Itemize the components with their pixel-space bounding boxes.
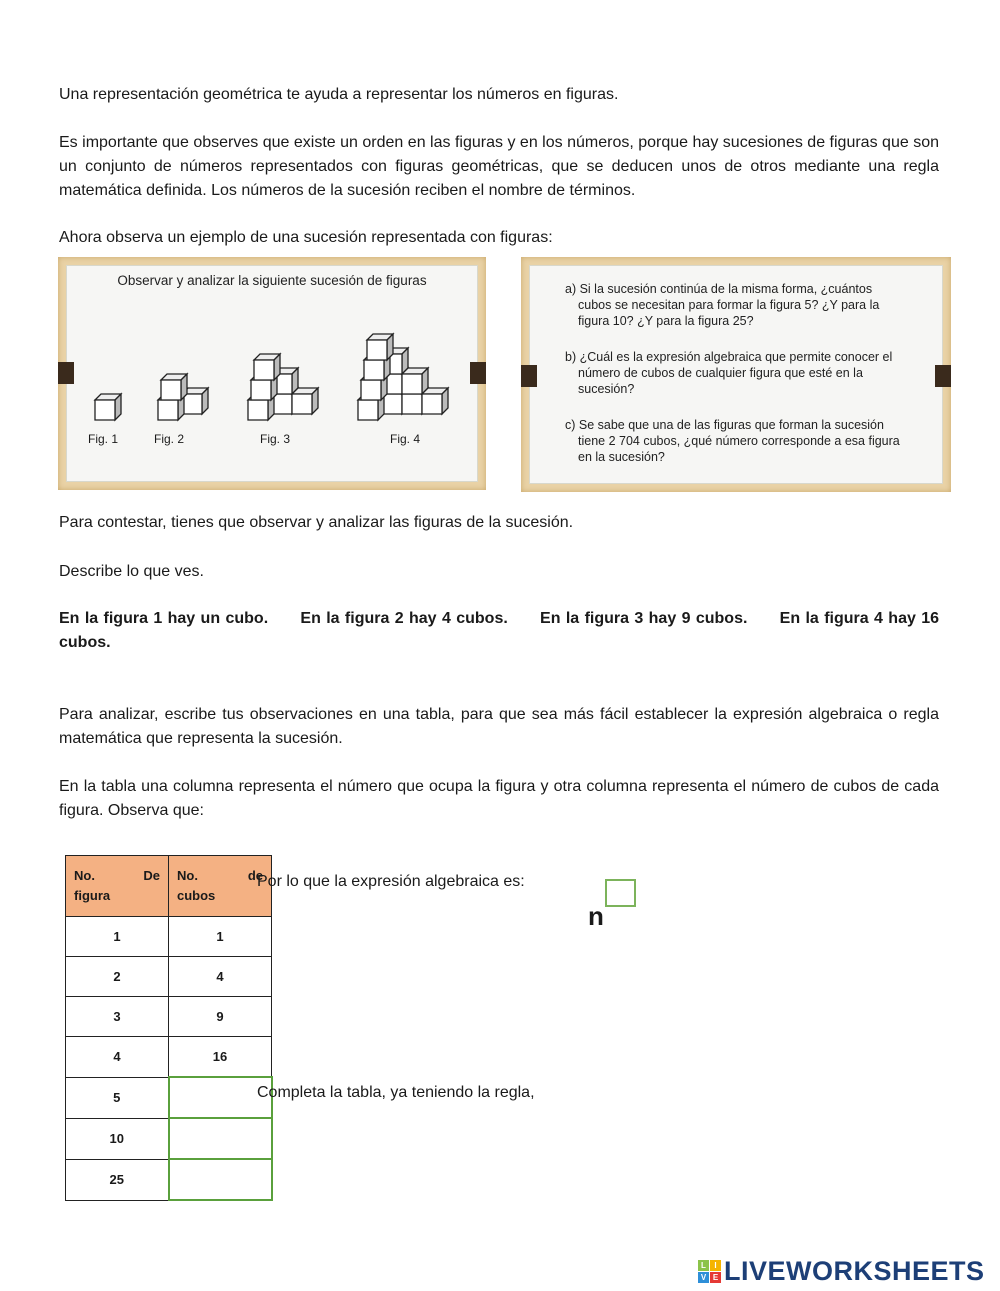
logo-letter-block: I	[710, 1260, 721, 1271]
fig-label: Fig. 1	[88, 432, 119, 446]
table-row: 4 16	[66, 1037, 272, 1078]
observation: En la figura 2 hay 4 cubos.	[300, 610, 508, 627]
table-row: 25	[66, 1159, 272, 1200]
observation: En la figura 4 hay 16 cubos.	[59, 610, 940, 651]
header-cube-count: No. de cubos	[169, 856, 272, 917]
expression-variable: n	[588, 901, 604, 931]
sequence-table	[65, 855, 273, 1201]
cube	[422, 388, 448, 414]
table-intro-paragraph: En la tabla una columna representa el número que ocupa la figura y otra columna representa el número de cubos de cada figura. Observa que:	[59, 778, 939, 819]
table-row: 3 9	[66, 997, 272, 1037]
cube	[367, 334, 393, 360]
question-c: c) Se sabe que una de las figuras que forman la sucesión tiene 2 704 cubos, ¿qué número corresponde a esa figura en la sucesión?	[565, 418, 900, 464]
fig-label: Fig. 4	[390, 432, 421, 446]
figure-panel-title: Observar y analizar la siguiente sucesión de figuras	[117, 273, 427, 288]
observations	[59, 607, 939, 655]
table-row: 2 4	[66, 957, 272, 997]
logo-letter-block: V	[698, 1272, 709, 1283]
exponent-input[interactable]	[605, 879, 636, 907]
cube	[402, 368, 428, 394]
frame-tab	[521, 365, 537, 387]
table-row: 5	[66, 1077, 272, 1118]
liveworksheets-logo: L I V E LIVEWORKSHEETS	[698, 1256, 985, 1287]
expression-label: Por lo que la expresión algebraica es:	[257, 873, 525, 890]
logo-letter-block: E	[710, 1272, 721, 1283]
header-figure-number: No. De figura	[66, 856, 169, 917]
cube-figures	[58, 257, 486, 490]
cube	[254, 354, 280, 380]
answer-hint: Para contestar, tienes que observar y analizar las figuras de la sucesión.	[59, 514, 574, 531]
fig-label: Fig. 2	[154, 432, 185, 446]
observation: En la figura 1 hay un cubo.	[59, 610, 269, 627]
cube	[95, 394, 121, 420]
order-paragraph: Es importante que observes que existe un orden en las figuras y en los números, porque hay sucesiones de figuras que son un conjunto de números representados con figuras geométricas, que se deducen unos de otros mediante una regla matemática definida. Los números de la sucesión reciben el nombre de términos.	[59, 134, 939, 199]
questions-image	[521, 257, 951, 492]
example-paragraph: Ahora observa un ejemplo de una sucesión representada con figuras:	[59, 229, 553, 246]
complete-table-label: Completa la tabla, ya teniendo la regla,	[257, 1084, 535, 1101]
logo-letter-block: L	[698, 1260, 709, 1271]
frame-tab	[935, 365, 951, 387]
logo-blocks-icon	[698, 1260, 721, 1283]
table-row: 1 1	[66, 917, 272, 957]
intro-paragraph: Una representación geométrica te ayuda a representar los números en figuras.	[59, 86, 619, 103]
fig-label: Fig. 3	[260, 432, 291, 446]
question-b: b) ¿Cuál es la expresión algebraica que permite conocer el número de cubos de cualquier figura que esté en la sucesión?	[565, 350, 893, 396]
analyze-paragraph: Para analizar, escribe tus observaciones en una tabla, para que sea más fácil establecer la expresión algebraica o regla matemática que representa la sucesión.	[59, 706, 939, 747]
observation: En la figura 3 hay 9 cubos.	[540, 610, 748, 627]
cube	[161, 374, 187, 400]
table-row: 10	[66, 1118, 272, 1159]
cubes-input-25[interactable]	[169, 1159, 272, 1200]
question-a: a) Si la sucesión continúa de la misma forma, ¿cuántos cubos se necesitan para formar la figura 5? ¿Y para la figura 10? ¿Y para la figura 25?	[565, 282, 880, 328]
cube	[292, 388, 318, 414]
cubes-input-10[interactable]	[169, 1118, 272, 1159]
describe-prompt: Describe lo que ves.	[59, 563, 204, 580]
figure-sequence-image	[58, 257, 486, 490]
